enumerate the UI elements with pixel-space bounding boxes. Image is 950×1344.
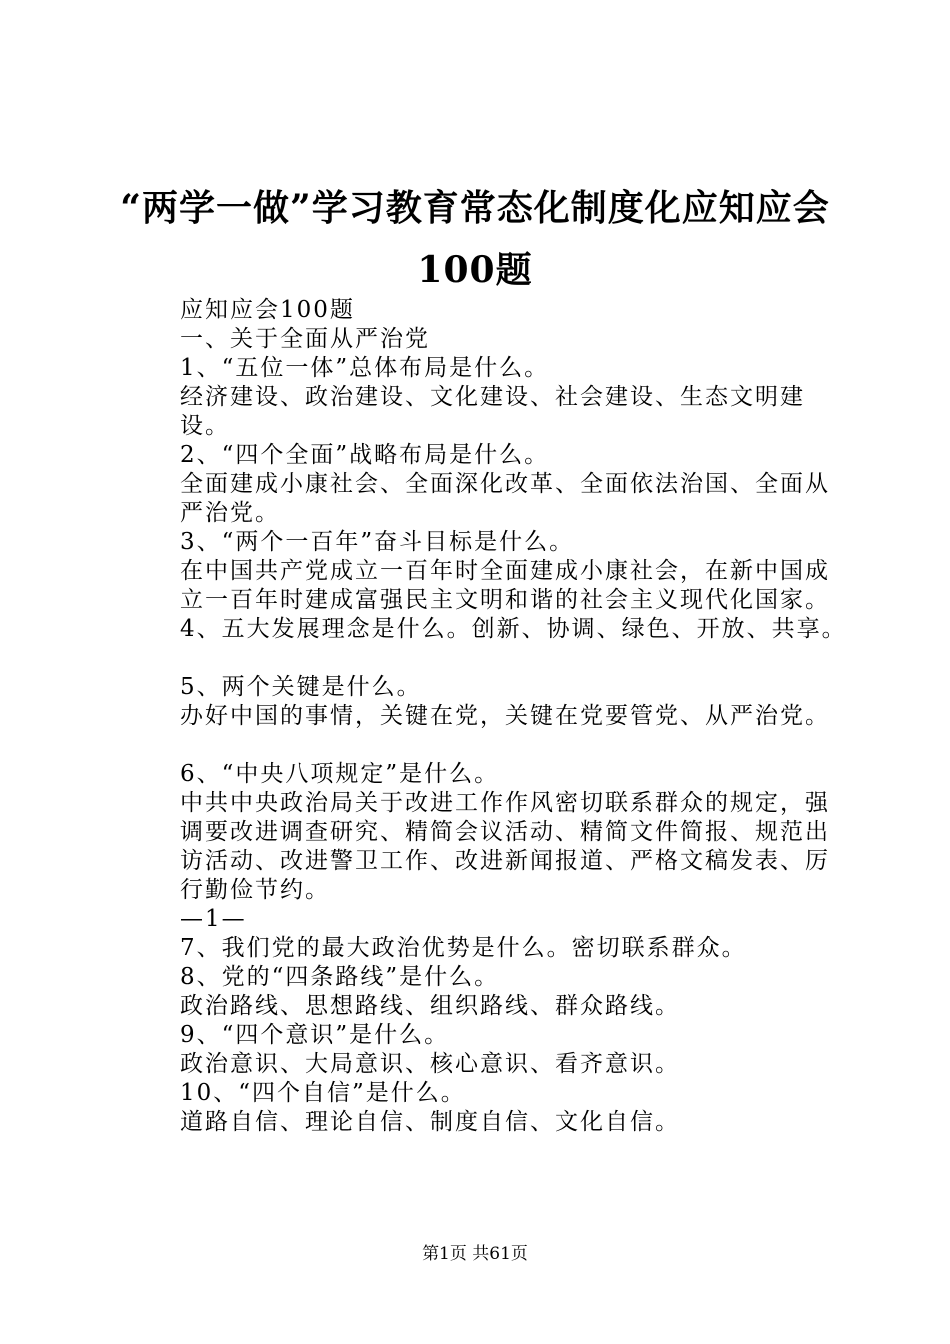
question-10: 10、“四个自信”是什么。 [180,1080,466,1106]
answer-8: 政治路线、思想路线、组织路线、群众路线。 [180,993,680,1019]
question-5: 5、两个关键是什么。 [180,674,422,700]
question-7: 7、我们党的最大政治优势是什么。密切联系群众。 [180,935,747,961]
page-footer: 第1页 共61页 [422,1244,528,1264]
question-8: 8、党的“四条路线”是什么。 [180,964,500,990]
question-9: 9、“四个意识”是什么。 [180,1022,450,1048]
document-title-line-1: “两学一做”学习教育常态化制度化应知应会 [120,187,830,229]
document-body [130,296,850,1137]
answer-1: 经济建设、政治建设、文化建设、社会建设、生态文明建设。 [180,384,805,439]
subtitle: 应知应会100题 [180,297,355,323]
question-1: 1、“五位一体”总体布局是什么。 [180,355,550,381]
question-6: 6、“中央八项规定”是什么。 [180,761,500,787]
answer-3: 在中国共产党成立一百年时全面建成小康社会，在新中国成立一百年时建成富强民主文明和谐的社会主义现代化国家。 [180,558,830,613]
page-marker: —1— [180,906,247,932]
answer-10: 道路自信、理论自信、制度自信、文化自信。 [180,1109,680,1135]
section-heading: 一、关于全面从严治党 [180,326,430,352]
question-4: 4、五大发展理念是什么。创新、协调、绿色、开放、共享。 [180,616,847,642]
document-title-line-2: 100题 [417,249,533,291]
answer-2: 全面建成小康社会、全面深化改革、全面依法治国、全面从严治党。 [180,471,830,526]
question-2: 2、“四个全面”战略布局是什么。 [180,442,550,468]
question-3: 3、“两个一百年”奋斗目标是什么。 [180,529,575,555]
answer-5: 办好中国的事情，关键在党，关键在党要管党、从严治党。 [180,703,830,729]
answer-6: 中共中央政治局关于改进工作作风密切联系群众的规定，强调要改进调查研究、精简会议活动、精简文件简报、规范出访活动、改进警卫工作、改进新闻报道、严格文稿发表、厉行勤俭节约。 [180,790,830,903]
answer-9: 政治意识、大局意识、核心意识、看齐意识。 [180,1051,680,1077]
